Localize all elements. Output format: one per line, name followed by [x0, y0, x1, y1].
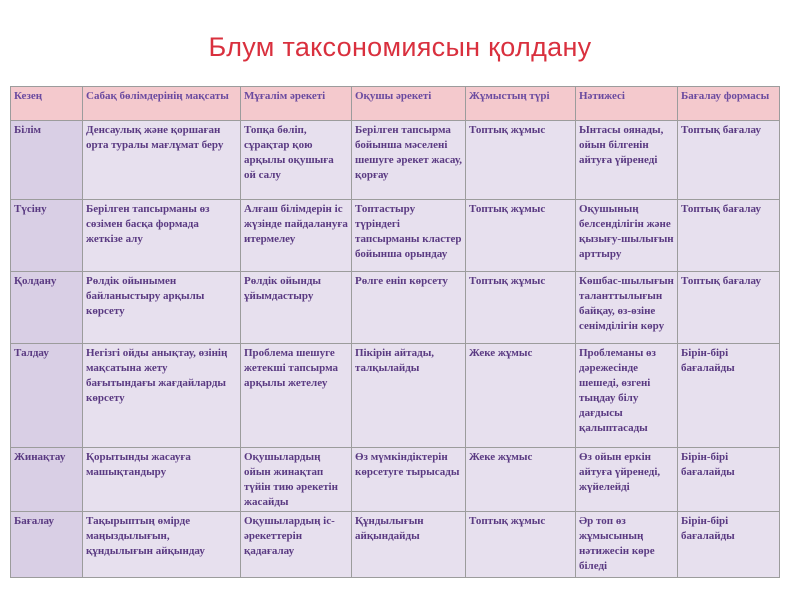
table-cell: Өз мүмкіндіктерін көрсетуге тырысады [352, 448, 466, 512]
header-cell: Бағалау формасы [678, 87, 780, 121]
table-cell: Жеке жұмыс [466, 344, 576, 448]
header-cell: Мұғалім әрекеті [241, 87, 352, 121]
table-cell: Рөлдік ойынымен байланыстыру арқылы көрсету [83, 272, 241, 344]
table-cell: Бірін-бірі бағалайды [678, 448, 780, 512]
table-cell: Топтық жұмыс [466, 512, 576, 578]
table-cell: Оқушылардың ойын жинақтап түйін тию әрекетін жасайды [241, 448, 352, 512]
table-cell: Топтық жұмыс [466, 121, 576, 200]
table-row [11, 272, 780, 344]
stage-cell: Бағалау [11, 512, 83, 578]
table-cell: Топтық жұмыс [466, 200, 576, 272]
page-title: Блум таксономиясын қолдану [208, 32, 592, 62]
table-cell: Рөлдік ойынды ұйымдастыру [241, 272, 352, 344]
table-cell: Топтық бағалау [678, 121, 780, 200]
table-cell: Бірін-бірі бағалайды [678, 512, 780, 578]
table-cell: Тақырыптың өмірде маңыздылығын, құндылығын айқындау [83, 512, 241, 578]
table-cell: Топтық бағалау [678, 200, 780, 272]
stage-cell: Білім [11, 121, 83, 200]
stage-cell: Талдау [11, 344, 83, 448]
table-cell: Бірін-бірі бағалайды [678, 344, 780, 448]
table-cell: Оқушылардың іс-әрекеттерін қадағалау [241, 512, 352, 578]
table-row [11, 121, 780, 200]
table-cell: Өз ойын еркін айтуға үйренеді, жүйелейді [576, 448, 678, 512]
header-cell: Оқушы әрекеті [352, 87, 466, 121]
table-cell: Проблема шешуге жетекші тапсырма арқылы жетелеу [241, 344, 352, 448]
table-cell: Берілген тапсырма бойынша мәселені шешуге әрекет жасау, қорғау [352, 121, 466, 200]
table-cell: Көшбас-шылығын таланттылығын байқау, өз-өзіне сенімділігін көру [576, 272, 678, 344]
table-cell: Құндылығын айқындайды [352, 512, 466, 578]
header-row [11, 87, 780, 121]
table-cell: Проблеманы өз дәрежесінде шешеді, өзгені тыңдау білу дағдысы қалыптасады [576, 344, 678, 448]
stage-cell: Түсіну [11, 200, 83, 272]
table-cell: Қорытынды жасауға машықтандыру [83, 448, 241, 512]
table-cell: Әр топ өз жұмысының нәтижесін көре біледі [576, 512, 678, 578]
table-row [11, 200, 780, 272]
table-cell: Жеке жұмыс [466, 448, 576, 512]
table-cell: Топқа бөліп, сұрақтар қою арқылы оқушыға ой салу [241, 121, 352, 200]
table-cell: Топтық бағалау [678, 272, 780, 344]
header-cell: Жұмыстың түрі [466, 87, 576, 121]
bloom-table [10, 86, 780, 578]
header-cell: Кезең [11, 87, 83, 121]
table-cell: Топтастыру түріндегі тапсырманы кластер бойынша орындау [352, 200, 466, 272]
table-cell: Берілген тапсырманы өз сөзімен басқа формада жеткізе алу [83, 200, 241, 272]
table-row [11, 512, 780, 578]
table-cell: Алғаш білімдерін іс жүзінде пайдалануға итермелеу [241, 200, 352, 272]
table-row [11, 448, 780, 512]
stage-cell: Жинақтау [11, 448, 83, 512]
stage-cell: Қолдану [11, 272, 83, 344]
table-cell: Ынтасы оянады, ойын білгенін айтуға үйренеді [576, 121, 678, 200]
header-cell: Сабақ бөлімдерінің мақсаты [83, 87, 241, 121]
table-cell: Топтық жұмыс [466, 272, 576, 344]
table-cell: Денсаулық және қоршаған орта туралы мағлұмат беру [83, 121, 241, 200]
table-cell: Пікірін айтады, талқылайды [352, 344, 466, 448]
table-cell: Рөлге еніп көрсету [352, 272, 466, 344]
table-row [11, 344, 780, 448]
table-cell: Оқушының белсенділігін және қызығу-шылығын арттыру [576, 200, 678, 272]
table-cell: Негізгі ойды анықтау, өзінің мақсатына жету бағытындағы жағдайларды көрсету [83, 344, 241, 448]
header-cell: Нәтижесі [576, 87, 678, 121]
